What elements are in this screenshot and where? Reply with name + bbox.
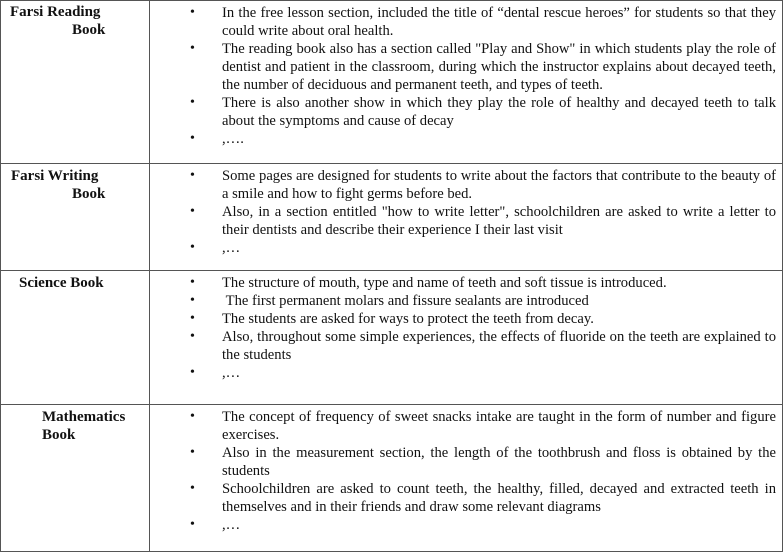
- subject-cell-farsi-reading: [1, 1, 150, 164]
- list-item: [150, 444, 776, 480]
- subject-line-2: Book: [72, 186, 106, 202]
- bullet-icon: •: [190, 409, 195, 424]
- bullet-icon: •: [190, 311, 195, 326]
- list-item: [150, 292, 776, 310]
- bullet-icon: •: [190, 517, 195, 532]
- bullet-icon: •: [190, 329, 195, 344]
- list-item-text: In the free lesson section, included the title of “dental rescue heroes” for students so that they could write about oral health.: [222, 5, 776, 39]
- subject-line-1: Farsi Reading: [10, 4, 101, 20]
- bullet-list: [150, 164, 782, 261]
- bullet-icon: •: [190, 275, 195, 290]
- content-cell-farsi-reading: [150, 1, 783, 164]
- bullet-icon: •: [190, 5, 195, 20]
- list-item-text: Also in the measurement section, the length of the toothbrush and floss is obtained by the students: [222, 445, 776, 479]
- subject-line-1: Mathematics: [42, 409, 126, 425]
- list-item: [150, 274, 776, 292]
- bullet-list: [150, 405, 782, 538]
- list-item-text: ,…: [222, 517, 241, 533]
- subject-label: [1, 1, 149, 39]
- list-item: [150, 516, 776, 534]
- content-cell-mathematics: [150, 405, 783, 552]
- subject-cell-mathematics: [1, 405, 150, 552]
- list-item: [150, 130, 776, 148]
- list-item-text: ,….: [222, 131, 244, 147]
- bullet-icon: •: [190, 41, 195, 56]
- bullet-icon: •: [190, 293, 195, 308]
- list-item-text: ,…: [222, 365, 241, 381]
- list-item-text: Also, in a section entitled "how to write letter", schoolchildren are asked to write a letter to their dentists and describe their experience I their last visit: [222, 204, 776, 238]
- list-item-text: There is also another show in which they play the role of healthy and decayed teeth to talk about the symptoms and cause of decay: [222, 95, 776, 129]
- subject-cell-farsi-writing: [1, 164, 150, 271]
- list-item-text: The structure of mouth, type and name of teeth and soft tissue is introduced.: [222, 275, 667, 291]
- bullet-icon: •: [190, 445, 195, 460]
- subject-cell-science: [1, 271, 150, 405]
- bullet-icon: •: [190, 365, 195, 380]
- list-item: [150, 40, 776, 94]
- list-item: [150, 408, 776, 444]
- list-item-text: Some pages are designed for students to write about the factors that contribute to the beauty of a smile and how to fight germs before bed.: [222, 168, 776, 202]
- table-row-farsi-writing: [1, 164, 783, 271]
- content-cell-farsi-writing: [150, 164, 783, 271]
- subject-label: [1, 164, 149, 203]
- list-item: [150, 480, 776, 516]
- bullet-icon: •: [190, 204, 195, 219]
- list-item: [150, 310, 776, 328]
- list-item: [150, 203, 776, 239]
- list-item: [150, 239, 776, 257]
- table-row-farsi-reading: [1, 1, 783, 164]
- list-item: [150, 328, 776, 364]
- bullet-list: [150, 271, 782, 386]
- subject-line-2: Book: [42, 427, 76, 443]
- list-item-text: The reading book also has a section called "Play and Show" in which students play the role of dentist and patient in the classroom, during which the instructor explains about decayed teeth, the number of deciduous and permanent teeth, and types of teeth.: [222, 41, 776, 93]
- content-cell-science: [150, 271, 783, 405]
- bullet-icon: •: [190, 481, 195, 496]
- list-item: [150, 4, 776, 40]
- table-row-mathematics: [1, 405, 783, 552]
- subject-line-1: Farsi Writing: [11, 168, 99, 184]
- bullet-icon: •: [190, 131, 195, 146]
- list-item-text: Also, throughout some simple experiences, the effects of fluoride on the teeth are explained to the students: [222, 329, 776, 363]
- list-item-text: The first permanent molars and fissure sealants are introduced: [222, 293, 589, 309]
- table-row-science: [1, 271, 783, 405]
- list-item: [150, 94, 776, 130]
- subject-label: [1, 271, 149, 292]
- list-item-text: Schoolchildren are asked to count teeth, the healthy, filled, decayed and extracted teeth in themselves and in their friends and draw some relevant diagrams: [222, 481, 776, 515]
- bullet-icon: •: [190, 240, 195, 255]
- subject-line-2: Book: [72, 22, 106, 38]
- list-item-text: The students are asked for ways to protect the teeth from decay.: [222, 311, 594, 327]
- bullet-icon: •: [190, 168, 195, 183]
- list-item: [150, 167, 776, 203]
- list-item-text: The concept of frequency of sweet snacks intake are taught in the form of number and figure exercises.: [222, 409, 776, 443]
- bullet-list: [150, 1, 782, 152]
- list-item: [150, 364, 776, 382]
- subject-label: [1, 405, 149, 444]
- subject-line-1: Science Book: [19, 275, 104, 291]
- list-item-text: ,…: [222, 240, 241, 256]
- bullet-icon: •: [190, 95, 195, 110]
